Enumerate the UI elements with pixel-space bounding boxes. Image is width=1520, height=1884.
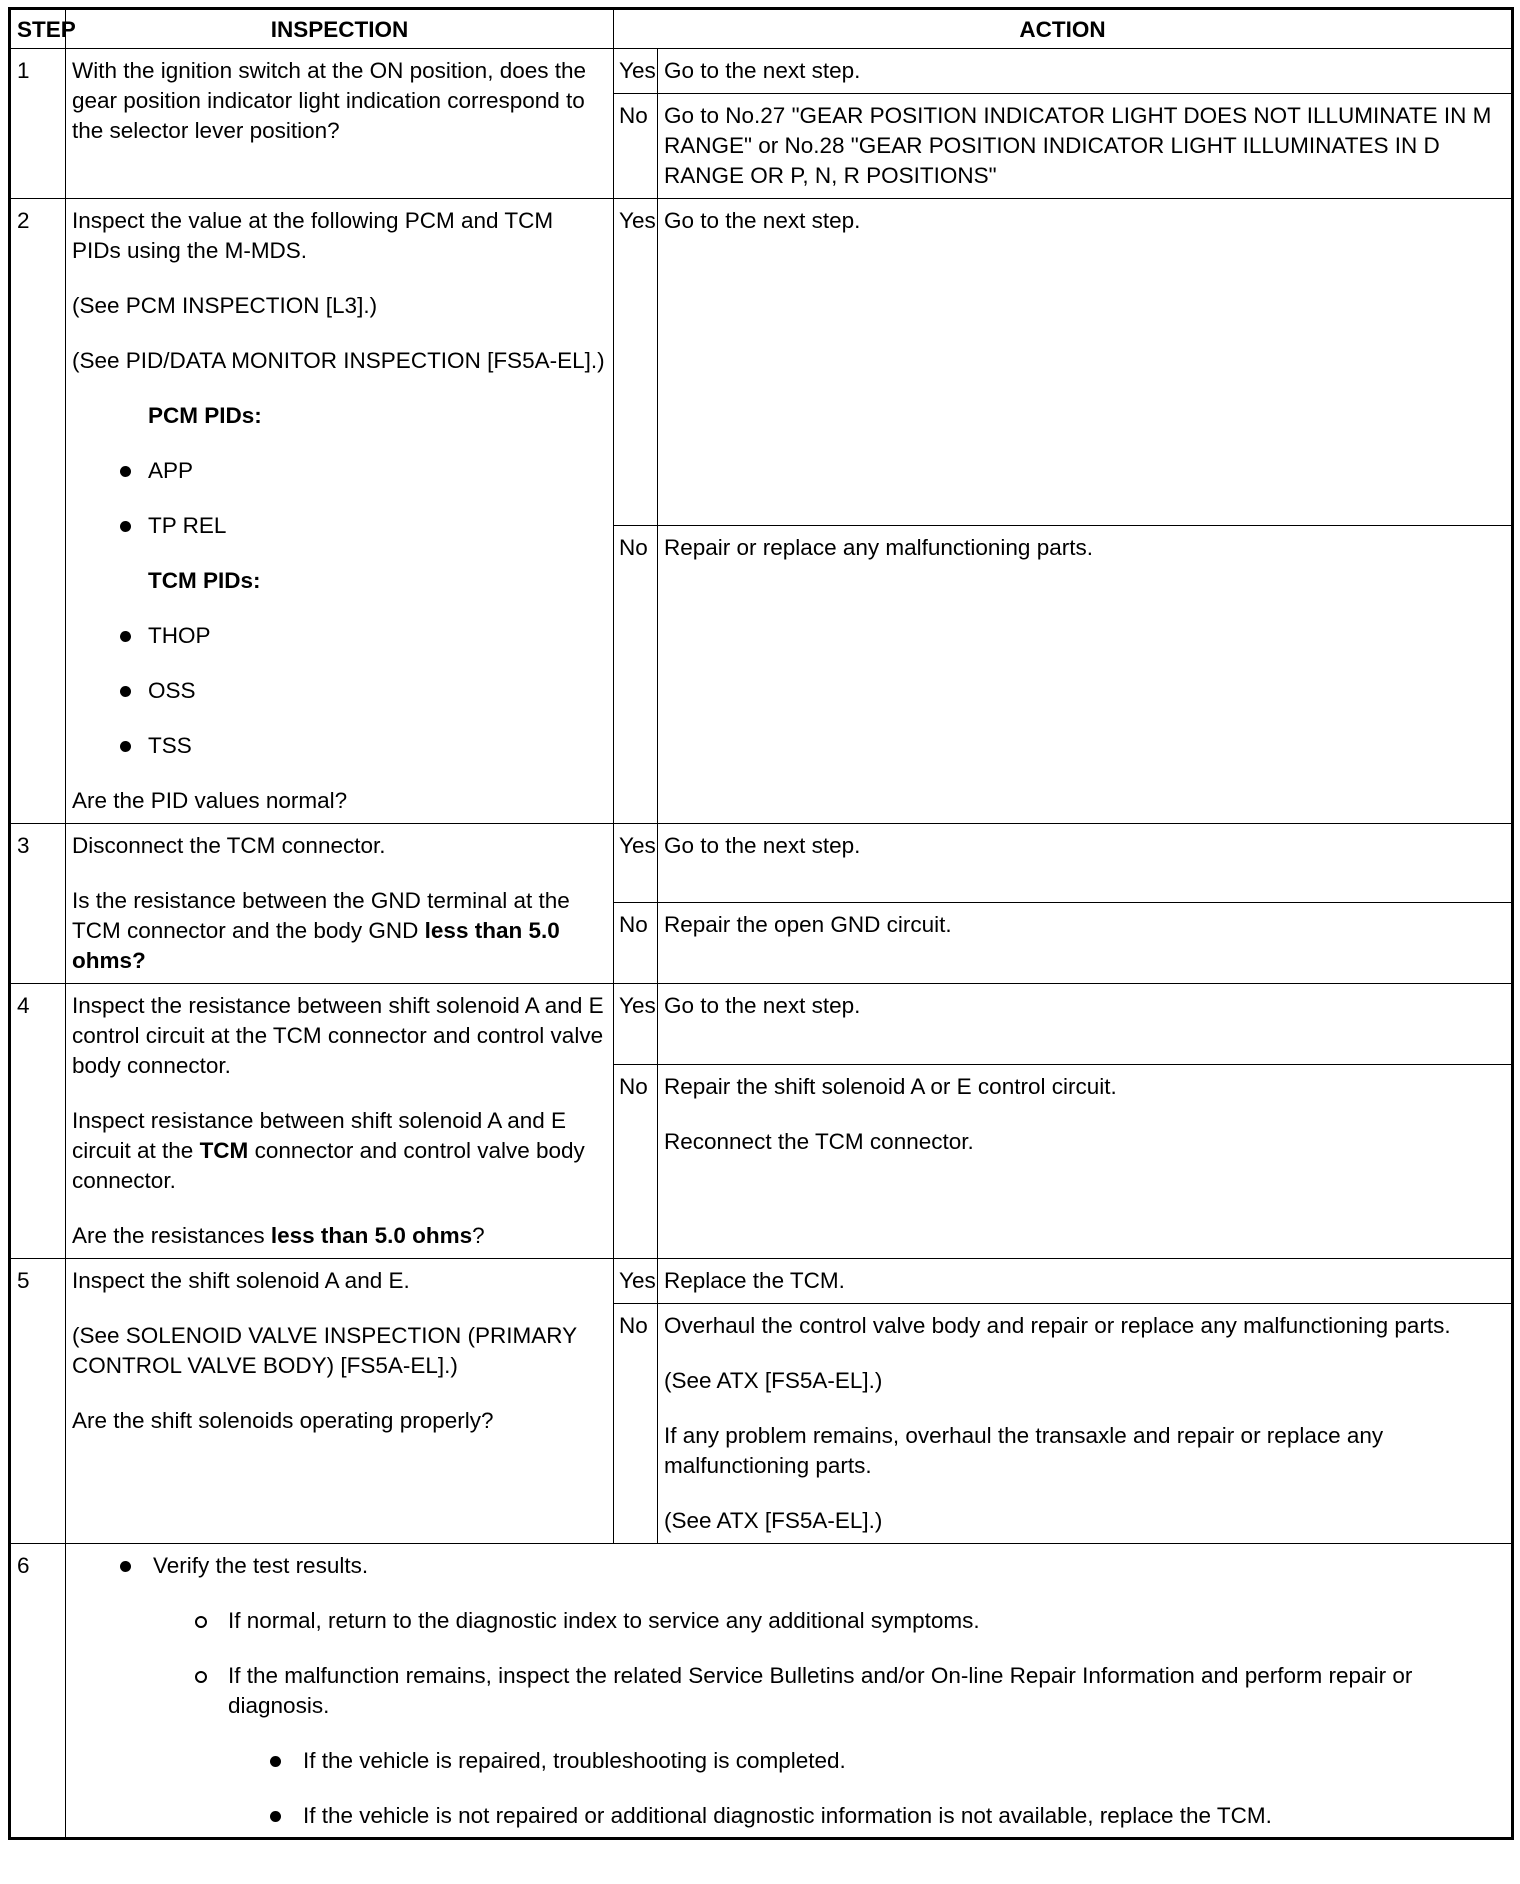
step-3-question-threshold: less than 5.0 ohms? xyxy=(72,918,560,973)
step-5-question: Are the shift solenoids operating properly? xyxy=(72,1408,494,1433)
step-4-line-2-pre: Inspect resistance between shift solenoid A and E circuit at the xyxy=(72,1108,567,1163)
step-2-ref-pid: (See PID/DATA MONITOR INSPECTION [FS5A-EL].) xyxy=(72,348,605,373)
step-5-yes-action: Replace the TCM. xyxy=(658,1259,1513,1304)
header-action: ACTION xyxy=(614,9,1513,49)
step-4-no-action xyxy=(658,1065,1513,1259)
step-3-yes-label: Yes xyxy=(614,824,658,903)
step-1-yes-label: Yes xyxy=(614,49,658,94)
step-2-intro: Inspect the value at the following PCM and TCM PIDs using the M-MDS. xyxy=(72,208,554,263)
step-2-tcm-heading: TCM PIDs: xyxy=(148,568,261,593)
step-2-inspection xyxy=(66,199,614,824)
step-1-row-yes xyxy=(10,49,1513,94)
step-5-no-action-2: (See ATX [FS5A-EL].) xyxy=(664,1368,883,1393)
step-3-yes-action: Go to the next step. xyxy=(658,824,1513,903)
step-5-line-1: Inspect the shift solenoid A and E. xyxy=(72,1268,410,1293)
step-4-yes-action: Go to the next step. xyxy=(658,984,1513,1065)
step-4-no-action-1: Repair the shift solenoid A or E control circuit. xyxy=(664,1074,1117,1099)
step-6-row xyxy=(10,1544,1513,1839)
step-2-no-label: No xyxy=(614,526,658,824)
step-2-yes-label: Yes xyxy=(614,199,658,526)
step-5-row-yes xyxy=(10,1259,1513,1304)
step-2-question: Are the PID values normal? xyxy=(72,788,348,813)
step-5-yes-label: Yes xyxy=(614,1259,658,1304)
step-5-number: 5 xyxy=(10,1259,66,1544)
step-6-bullet-verify: Verify the test results. xyxy=(72,1551,1505,1581)
step-1-inspection-text: With the ignition switch at the ON position, does the gear position indicator light indication correspond to the selector lever position? xyxy=(72,58,587,143)
step-1-number: 1 xyxy=(10,49,66,199)
step-2-pcm-heading: PCM PIDs: xyxy=(148,403,262,428)
step-3-question-text: Is the resistance between the GND terminal at the TCM connector and the body GND xyxy=(72,888,570,943)
header-inspection: INSPECTION xyxy=(66,9,614,49)
step-2-yes-action: Go to the next step. xyxy=(658,199,1513,526)
step-4-inspection xyxy=(66,984,614,1259)
header-row xyxy=(10,9,1513,49)
step-1-no-label: No xyxy=(614,94,658,199)
step-2-pcm-pid: APP xyxy=(72,456,607,486)
step-1-no-action: Go to No.27 "GEAR POSITION INDICATOR LIGHT DOES NOT ILLUMINATE IN M RANGE" or No.28 "GEAR POSITION INDICATOR LIGHT ILLUMINATES IN D RANGE OR P, N, R POSITIONS" xyxy=(658,94,1513,199)
step-2-no-action: Repair or replace any malfunctioning parts. xyxy=(658,526,1513,824)
step-6-sub-sub-bullet-not-repaired: If the vehicle is not repaired or additional diagnostic information is not available, replace the TCM. xyxy=(72,1801,1505,1831)
step-5-ref: (See SOLENOID VALVE INSPECTION (PRIMARY CONTROL VALVE BODY) [FS5A-EL].) xyxy=(72,1323,577,1378)
step-6-sub-bullet-malfunction: If the malfunction remains, inspect the related Service Bulletins and/or On-line Repair Information and perform repair or diagnosis. xyxy=(72,1661,1505,1721)
step-3-question xyxy=(72,886,607,976)
step-3-no-action: Repair the open GND circuit. xyxy=(658,903,1513,984)
step-1-inspection xyxy=(66,49,614,199)
step-4-no-action-2: Reconnect the TCM connector. xyxy=(664,1129,974,1154)
step-2-ref-pcm: (See PCM INSPECTION [L3].) xyxy=(72,293,378,318)
step-4-question-threshold: less than 5.0 ohms xyxy=(270,1223,473,1248)
step-4-yes-label: Yes xyxy=(614,984,658,1065)
step-6-number: 6 xyxy=(10,1544,66,1839)
step-4-number: 4 xyxy=(10,984,66,1259)
step-1-yes-action: Go to the next step. xyxy=(658,49,1513,94)
step-3-row-yes xyxy=(10,824,1513,903)
step-4-question-pre: Are the resistances xyxy=(72,1223,271,1248)
step-6-content xyxy=(66,1544,1513,1839)
step-4-line-2-bold: TCM xyxy=(199,1138,249,1163)
step-4-line-2-post: connector and control valve body connector. xyxy=(72,1138,585,1193)
step-5-no-label: No xyxy=(614,1304,658,1544)
step-4-question-post: ? xyxy=(472,1223,485,1248)
step-2-tcm-pid: OSS xyxy=(72,676,607,706)
step-3-line-1: Disconnect the TCM connector. xyxy=(72,833,386,858)
step-2-tcm-pid: THOP xyxy=(72,621,607,651)
step-5-no-action-3: If any problem remains, overhaul the transaxle and repair or replace any malfunctioning parts. xyxy=(664,1423,1384,1478)
step-3-number: 3 xyxy=(10,824,66,984)
step-2-row-yes xyxy=(10,199,1513,526)
step-4-no-label: No xyxy=(614,1065,658,1259)
step-2-number: 2 xyxy=(10,199,66,824)
step-5-no-action xyxy=(658,1304,1513,1544)
diagnostic-procedure-table xyxy=(8,7,1511,1840)
step-6-sub-sub-bullet-repaired: If the vehicle is repaired, troubleshooting is completed. xyxy=(72,1746,1505,1776)
step-3-inspection xyxy=(66,824,614,984)
header-step: STEP xyxy=(10,9,66,49)
step-6-sub-bullet-normal: If normal, return to the diagnostic index to service any additional symptoms. xyxy=(72,1606,1505,1636)
step-2-tcm-pid: TSS xyxy=(72,731,607,761)
step-4-row-yes xyxy=(10,984,1513,1065)
step-5-inspection xyxy=(66,1259,614,1544)
step-4-line-1: Inspect the resistance between shift solenoid A and E control circuit at the TCM connector and control valve body connector. xyxy=(72,993,604,1078)
troubleshooting-table xyxy=(8,7,1514,1840)
step-5-no-action-1: Overhaul the control valve body and repair or replace any malfunctioning parts. xyxy=(664,1313,1451,1338)
step-2-pcm-pid: TP REL xyxy=(72,511,607,541)
step-3-no-label: No xyxy=(614,903,658,984)
step-4-question xyxy=(72,1221,607,1251)
step-4-line-2 xyxy=(72,1106,607,1196)
step-5-no-action-4: (See ATX [FS5A-EL].) xyxy=(664,1508,883,1533)
